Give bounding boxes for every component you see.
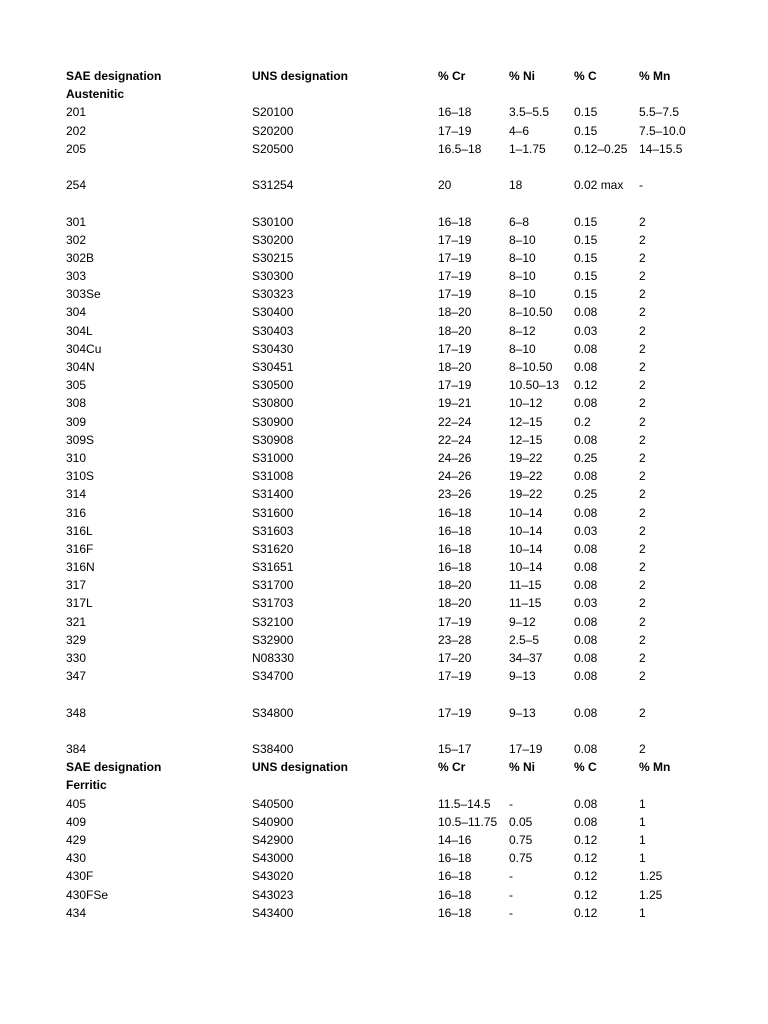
cell-uns: S31000 — [252, 450, 294, 465]
cell-cr: 18–20 — [438, 360, 472, 375]
cell-ni: 8–12 — [509, 323, 536, 338]
table-row — [66, 449, 746, 467]
cell-mn: 2 — [639, 214, 646, 229]
cell-cr: 16.5–18 — [438, 141, 482, 156]
ferritic-rows — [66, 795, 746, 922]
header-sae: SAE designation — [66, 760, 162, 775]
table-row — [66, 394, 746, 412]
cell-cr: 14–16 — [438, 832, 472, 847]
cell-uns: S31651 — [252, 560, 294, 575]
cell-c: 0.08 — [574, 814, 598, 829]
cell-uns: S30300 — [252, 269, 294, 284]
cell-cr: 16–18 — [438, 523, 472, 538]
cell-cr: 16–18 — [438, 905, 472, 920]
cell-c: 0.2 — [574, 414, 591, 429]
cell-sae: 303Se — [66, 287, 101, 302]
cell-cr: 18–20 — [438, 578, 472, 593]
cell-c: 0.12 — [574, 378, 598, 393]
cell-c: 0.15 — [574, 269, 598, 284]
cell-c: 0.12 — [574, 905, 598, 920]
cell-cr: 17–19 — [438, 669, 472, 684]
cell-cr: 23–26 — [438, 487, 472, 502]
table-row — [66, 303, 746, 321]
cell-ni: 10–12 — [509, 396, 543, 411]
cell-ni: 11–15 — [509, 578, 542, 593]
table-row — [66, 249, 746, 267]
cell-c: 0.12 — [574, 851, 598, 866]
cell-c: 0.08 — [574, 541, 598, 556]
cell-mn: 2 — [639, 614, 646, 629]
cell-c: 0.12 — [574, 832, 598, 847]
cell-cr: 17–19 — [438, 232, 472, 247]
cell-c: 0.03 — [574, 323, 598, 338]
header-c: % C — [574, 69, 597, 83]
cell-ni: 0.05 — [509, 814, 533, 829]
cell-cr: 17–19 — [438, 341, 472, 356]
cell-cr: 16–18 — [438, 869, 472, 884]
cell-c: 0.25 — [574, 450, 598, 465]
cell-sae: 434 — [66, 905, 87, 920]
cell-c: 0.08 — [574, 578, 598, 593]
cell-c: 0.08 — [574, 396, 598, 411]
cell-mn: 2 — [639, 523, 646, 538]
cell-c: 0.08 — [574, 614, 598, 629]
cell-ni: 12–15 — [509, 414, 543, 429]
cell-mn: 2 — [639, 632, 646, 647]
cell-uns: S31620 — [252, 541, 294, 556]
cell-uns: S38400 — [252, 742, 294, 756]
cell-ni: 8–10 — [509, 341, 536, 356]
cell-cr: 16–18 — [438, 214, 472, 229]
cell-uns: S30323 — [252, 287, 294, 302]
cell-ni: 10–14 — [509, 523, 543, 538]
cell-cr: 18–20 — [438, 305, 472, 320]
cell-sae: 316L — [66, 523, 93, 538]
cell-ni: - — [509, 796, 513, 811]
header-cr: % Cr — [438, 69, 466, 83]
cell-cr: 16–18 — [438, 541, 472, 556]
table-row — [66, 267, 746, 285]
cell-uns: S30215 — [252, 250, 294, 265]
cell-uns: S20100 — [252, 105, 294, 120]
cell-mn: 1 — [639, 851, 646, 866]
cell-ni: 0.75 — [509, 832, 533, 847]
header-cr: % Cr — [438, 760, 466, 775]
cell-cr: 17–19 — [438, 250, 472, 265]
cell-ni: 19–22 — [509, 450, 543, 465]
cell-mn: 5.5–7.5 — [639, 105, 680, 120]
cell-uns: S31008 — [252, 469, 294, 484]
cell-sae: 308 — [66, 396, 87, 411]
cell-c: 0.08 — [574, 742, 598, 756]
cell-uns: S42900 — [252, 832, 294, 847]
section-label-row — [66, 85, 746, 103]
cell-cr: 24–26 — [438, 469, 472, 484]
cell-c: 0.08 — [574, 560, 598, 575]
cell-mn: 2 — [639, 250, 646, 265]
table-row — [66, 649, 746, 667]
table-row — [66, 795, 746, 813]
cell-ni: 10–14 — [509, 560, 543, 575]
cell-mn: 2 — [639, 469, 646, 484]
cell-uns: S30900 — [252, 414, 294, 429]
cell-sae: 304Cu — [66, 341, 102, 356]
cell-mn: 2 — [639, 669, 646, 684]
cell-mn: 2 — [639, 578, 646, 593]
cell-sae: 310S — [66, 469, 95, 484]
cell-ni: 9–13 — [509, 705, 536, 720]
cell-cr: 15–17 — [438, 742, 472, 756]
cell-c: 0.15 — [574, 287, 598, 302]
cell-c: 0.08 — [574, 505, 598, 520]
table-row — [66, 376, 746, 394]
table-row — [66, 576, 746, 594]
cell-uns: S30451 — [252, 360, 294, 375]
table-row — [66, 613, 746, 631]
cell-mn: 2 — [639, 742, 646, 756]
cell-mn: 2 — [639, 414, 646, 429]
cell-cr: 16–18 — [438, 560, 472, 575]
cell-ni: 10–14 — [509, 541, 543, 556]
table-row — [66, 540, 746, 558]
table-row — [66, 122, 746, 140]
cell-cr: 10.5–11.75 — [438, 814, 498, 829]
cell-sae: 430 — [66, 851, 87, 866]
cell-cr: 18–20 — [438, 596, 472, 611]
cell-sae: 310 — [66, 450, 87, 465]
cell-ni: - — [509, 887, 513, 902]
table-row — [66, 431, 746, 449]
cell-cr: 11.5–14.5 — [438, 796, 491, 811]
cell-uns: S31703 — [252, 596, 294, 611]
cell-ni: 34–37 — [509, 651, 543, 666]
table-row — [66, 103, 746, 121]
cell-mn: 2 — [639, 450, 646, 465]
table-row — [66, 867, 746, 885]
cell-ni: 8–10 — [509, 232, 536, 247]
cell-ni: 9–13 — [509, 669, 536, 684]
cell-sae: 429 — [66, 832, 87, 847]
cell-uns: S20500 — [252, 141, 294, 156]
table-row — [66, 831, 746, 849]
cell-uns: S30100 — [252, 214, 294, 229]
table-row — [66, 740, 746, 758]
cell-c: 0.08 — [574, 669, 598, 684]
cell-ni: 3.5–5.5 — [509, 105, 550, 120]
cell-uns: S43400 — [252, 905, 294, 920]
cell-uns: S30400 — [252, 305, 294, 320]
cell-ni: 1–1.75 — [509, 141, 546, 156]
cell-ni: - — [509, 869, 513, 884]
cell-sae: 309S — [66, 432, 95, 447]
header-mn: % Mn — [639, 760, 671, 775]
cell-c: 0.15 — [574, 214, 598, 229]
cell-mn: 2 — [639, 487, 646, 502]
cell-uns: S30500 — [252, 378, 294, 393]
cell-cr: 16–18 — [438, 105, 472, 120]
cell-mn: 2 — [639, 396, 646, 411]
table-row — [66, 467, 746, 485]
cell-ni: - — [509, 905, 513, 920]
cell-cr: 22–24 — [438, 432, 472, 447]
cell-cr: 17–20 — [438, 651, 472, 666]
cell-ni: 10.50–13 — [509, 378, 560, 393]
cell-mn: 2 — [639, 323, 646, 338]
cell-uns: S34800 — [252, 705, 294, 720]
cell-c: 0.12 — [574, 869, 598, 884]
table-row — [66, 413, 746, 431]
cell-sae: 304 — [66, 305, 87, 320]
cell-uns: S31254 — [252, 178, 294, 193]
cell-cr: 22–24 — [438, 414, 472, 429]
cell-cr: 17–19 — [438, 614, 472, 629]
cell-mn: 1.25 — [639, 887, 663, 902]
table-row — [66, 285, 746, 303]
cell-sae: 405 — [66, 796, 87, 811]
cell-ni: 9–12 — [509, 614, 536, 629]
cell-sae: 304L — [66, 323, 93, 338]
steel-grades-table — [66, 67, 746, 922]
table-header-ferritic — [66, 758, 746, 776]
table-row — [66, 904, 746, 922]
cell-c: 0.08 — [574, 705, 598, 720]
cell-uns: S30908 — [252, 432, 294, 447]
cell-c: 0.03 — [574, 523, 598, 538]
cell-ni: 18 — [509, 178, 523, 193]
austenitic-rows — [66, 103, 746, 758]
cell-ni: 6–8 — [509, 214, 530, 229]
cell-c: 0.12–0.25 — [574, 141, 628, 156]
cell-mn: 2 — [639, 541, 646, 556]
table-header-austenitic — [66, 67, 746, 85]
header-sae: SAE designation — [66, 69, 162, 83]
cell-uns: S43023 — [252, 887, 294, 902]
table-row — [66, 358, 746, 376]
cell-c: 0.08 — [574, 305, 598, 320]
cell-c: 0.08 — [574, 632, 598, 647]
cell-cr: 17–19 — [438, 269, 472, 284]
cell-mn: 2 — [639, 305, 646, 320]
cell-ni: 8–10 — [509, 287, 536, 302]
cell-sae: 329 — [66, 632, 87, 647]
cell-sae: 430FSe — [66, 887, 109, 902]
table-row — [66, 813, 746, 831]
cell-c: 0.02 max — [574, 178, 624, 193]
cell-ni: 2.5–5 — [509, 632, 540, 647]
cell-cr: 16–18 — [438, 851, 472, 866]
cell-ni: 12–15 — [509, 432, 543, 447]
cell-c: 0.15 — [574, 250, 598, 265]
cell-mn: 14–15.5 — [639, 141, 683, 156]
cell-sae: 317 — [66, 578, 87, 593]
cell-uns: S20200 — [252, 123, 294, 138]
table-row — [66, 631, 746, 649]
header-mn: % Mn — [639, 69, 671, 83]
table-row — [66, 213, 746, 231]
cell-mn: 2 — [639, 651, 646, 666]
cell-c: 0.03 — [574, 596, 598, 611]
header-uns: UNS designation — [252, 760, 349, 775]
table-row — [66, 704, 746, 740]
cell-uns: S31600 — [252, 505, 294, 520]
cell-ni: 8–10.50 — [509, 305, 553, 320]
cell-c: 0.08 — [574, 360, 598, 375]
table-row — [66, 522, 746, 540]
cell-uns: S31700 — [252, 578, 294, 593]
cell-sae: 202 — [66, 123, 87, 138]
cell-sae: 330 — [66, 651, 87, 666]
cell-mn: 1 — [639, 905, 646, 920]
cell-sae: 303 — [66, 269, 87, 284]
cell-mn: 7.5–10.0 — [639, 123, 686, 138]
cell-ni: 19–22 — [509, 487, 543, 502]
header-c: % C — [574, 760, 597, 775]
cell-uns: S32100 — [252, 614, 294, 629]
cell-mn: 2 — [639, 341, 646, 356]
cell-sae: 317L — [66, 596, 93, 611]
cell-uns: S30200 — [252, 232, 294, 247]
cell-sae: 205 — [66, 141, 87, 156]
cell-sae: 430F — [66, 869, 94, 884]
table-row — [66, 322, 746, 340]
cell-sae: 304N — [66, 360, 95, 375]
cell-sae: 305 — [66, 378, 87, 393]
cell-ni: 17–19 — [509, 742, 543, 756]
cell-sae: 309 — [66, 414, 87, 429]
cell-mn: 2 — [639, 560, 646, 575]
table-row — [66, 140, 746, 176]
section-label-row — [66, 776, 746, 794]
cell-mn: 1 — [639, 796, 646, 811]
cell-c: 0.15 — [574, 123, 598, 138]
cell-uns: S31603 — [252, 523, 294, 538]
cell-mn: 2 — [639, 232, 646, 247]
cell-c: 0.25 — [574, 487, 598, 502]
cell-mn: 2 — [639, 269, 646, 284]
cell-cr: 24–26 — [438, 450, 472, 465]
header-ni: % Ni — [509, 760, 536, 775]
cell-cr: 20 — [438, 178, 452, 193]
cell-ni: 19–22 — [509, 469, 543, 484]
table-row — [66, 667, 746, 703]
cell-c: 0.08 — [574, 469, 598, 484]
cell-mn: 1.25 — [639, 869, 663, 884]
cell-ni: 11–15 — [509, 596, 542, 611]
cell-sae: 316 — [66, 505, 87, 520]
cell-uns: S30800 — [252, 396, 294, 411]
table-row — [66, 849, 746, 867]
cell-mn: 1 — [639, 832, 646, 847]
cell-sae: 314 — [66, 487, 87, 502]
cell-sae: 321 — [66, 614, 87, 629]
cell-mn: - — [639, 178, 643, 193]
cell-mn: 2 — [639, 705, 646, 720]
table-row — [66, 485, 746, 503]
cell-mn: 2 — [639, 287, 646, 302]
cell-uns: S30430 — [252, 341, 294, 356]
cell-sae: 302 — [66, 232, 87, 247]
cell-mn: 2 — [639, 596, 646, 611]
cell-c: 0.15 — [574, 232, 598, 247]
cell-uns: S40500 — [252, 796, 294, 811]
cell-sae: 316F — [66, 541, 94, 556]
section-label-ferritic: Ferritic — [66, 778, 107, 793]
table-row — [66, 176, 746, 212]
cell-c: 0.15 — [574, 105, 598, 120]
header-ni: % Ni — [509, 69, 536, 83]
cell-cr: 23–28 — [438, 632, 472, 647]
cell-mn: 2 — [639, 432, 646, 447]
cell-sae: 348 — [66, 705, 87, 720]
cell-mn: 2 — [639, 360, 646, 375]
cell-cr: 17–19 — [438, 287, 472, 302]
cell-uns: N08330 — [252, 651, 295, 666]
cell-c: 0.08 — [574, 796, 598, 811]
table-row — [66, 886, 746, 904]
cell-mn: 1 — [639, 814, 646, 829]
cell-sae: 384 — [66, 742, 87, 756]
header-uns: UNS designation — [252, 69, 349, 83]
cell-ni: 8–10 — [509, 250, 536, 265]
cell-cr: 16–18 — [438, 887, 472, 902]
cell-ni: 8–10.50 — [509, 360, 553, 375]
cell-uns: S34700 — [252, 669, 294, 684]
cell-uns: S31400 — [252, 487, 294, 502]
table-row — [66, 558, 746, 576]
cell-c: 0.08 — [574, 341, 598, 356]
cell-sae: 301 — [66, 214, 87, 229]
cell-uns: S32900 — [252, 632, 294, 647]
cell-sae: 409 — [66, 814, 87, 829]
cell-ni: 4–6 — [509, 123, 530, 138]
cell-cr: 19–21 — [438, 396, 472, 411]
cell-sae: 302B — [66, 250, 95, 265]
cell-c: 0.08 — [574, 651, 598, 666]
table-row — [66, 340, 746, 358]
table-row — [66, 504, 746, 522]
cell-ni: 0.75 — [509, 851, 533, 866]
cell-uns: S43020 — [252, 869, 294, 884]
cell-sae: 347 — [66, 669, 87, 684]
table-row — [66, 594, 746, 612]
cell-cr: 17–19 — [438, 378, 472, 393]
cell-uns: S43000 — [252, 851, 294, 866]
cell-uns: S30403 — [252, 323, 294, 338]
table-row — [66, 231, 746, 249]
cell-cr: 17–19 — [438, 705, 472, 720]
cell-ni: 8–10 — [509, 269, 536, 284]
cell-uns: S40900 — [252, 814, 294, 829]
cell-mn: 2 — [639, 378, 646, 393]
cell-cr: 16–18 — [438, 505, 472, 520]
cell-cr: 18–20 — [438, 323, 472, 338]
cell-sae: 316N — [66, 560, 95, 575]
cell-c: 0.08 — [574, 432, 598, 447]
cell-cr: 17–19 — [438, 123, 472, 138]
cell-sae: 254 — [66, 178, 87, 193]
section-label-austenitic: Austenitic — [66, 87, 125, 102]
cell-ni: 10–14 — [509, 505, 543, 520]
cell-sae: 201 — [66, 105, 87, 120]
cell-c: 0.12 — [574, 887, 598, 902]
cell-mn: 2 — [639, 505, 646, 520]
